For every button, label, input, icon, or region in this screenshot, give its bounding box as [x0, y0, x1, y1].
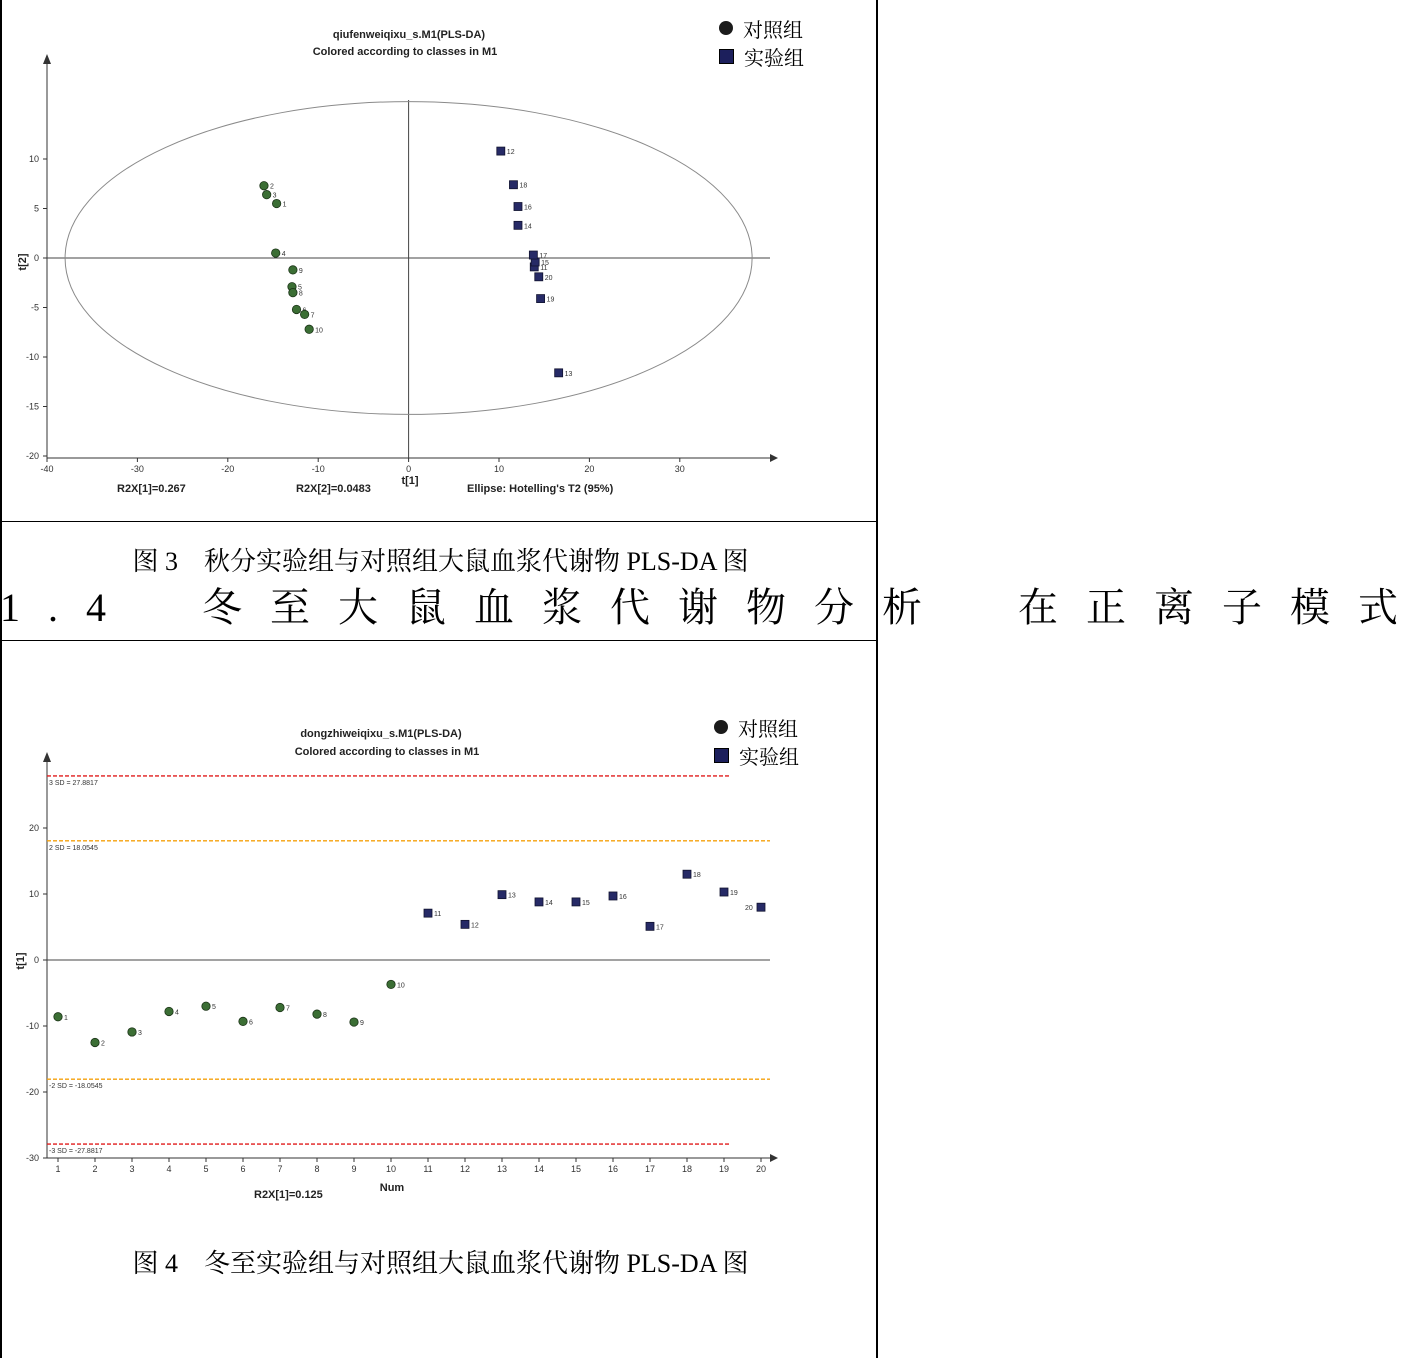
fig4-x-tick-label: 17	[644, 1164, 656, 1174]
fig4-point-label: 3	[138, 1029, 142, 1037]
fig4-x-tick-label: 18	[681, 1164, 693, 1174]
fig4-point-label: 19	[730, 890, 738, 898]
figure3-frame-bottom	[0, 521, 878, 522]
fig3-x-tick-label: -10	[311, 464, 325, 474]
fig4-y-tick-label: 0	[33, 955, 39, 965]
fig4-experiment-point	[572, 898, 580, 906]
circle-marker-icon	[714, 720, 728, 734]
fig4-experiment-point	[461, 920, 469, 928]
fig4-control-point	[387, 980, 395, 988]
fig3-plot-area	[26, 54, 778, 474]
fig4-x-axis-arrow-icon	[770, 1154, 778, 1162]
fig4-point-label: 1	[64, 1014, 68, 1022]
fig4-x-tick-label: 7	[277, 1164, 283, 1174]
fig3-legend-control	[719, 14, 804, 42]
fig3-y-tick-label: -15	[25, 401, 39, 412]
fig4-x-tick-label: 14	[533, 1164, 545, 1174]
fig4-point-label: 11	[434, 911, 442, 919]
fig4-sd-label: -2 SD = -18.0545	[49, 1083, 103, 1091]
fig3-y-tick-label: -20	[25, 451, 39, 461]
fig4-x-tick-label: 15	[570, 1164, 582, 1174]
fig4-point-label: 20	[745, 905, 753, 913]
fig4-x-tick-label: 16	[607, 1164, 619, 1174]
fig3-legend	[719, 14, 804, 70]
fig3-title-group	[313, 29, 498, 58]
fig3-y-tick-label: -5	[30, 302, 39, 313]
fig3-x-tick-label: -30	[130, 464, 144, 474]
fig4-x-tick-label: 11	[423, 1164, 433, 1174]
fig3-point-label: 3	[272, 192, 277, 200]
fig4-point-label: 6	[249, 1019, 253, 1027]
fig4-sd-label: -3 SD = -27.8817	[49, 1148, 103, 1156]
fig4-xlabel: Num	[379, 1182, 405, 1194]
fig4-control-point	[202, 1002, 210, 1010]
fig3-point-label: 5	[297, 284, 302, 292]
fig4-experiment-point	[498, 891, 506, 899]
fig4-x-tick-label: 20	[755, 1164, 767, 1174]
fig3-experiment-point	[509, 181, 517, 189]
fig3-point-label: 11	[540, 264, 548, 272]
fig4-x-tick-label: 13	[496, 1164, 508, 1174]
fig4-experiment-point	[535, 898, 543, 906]
circle-marker-icon	[719, 21, 733, 35]
fig3-control-point	[300, 310, 308, 318]
fig3-chart-subtitle: Colored according to classes in M1	[312, 46, 498, 58]
fig3-experiment-point	[535, 273, 543, 281]
chart-figure3	[0, 0, 881, 520]
fig4-point-label: 5	[212, 1004, 216, 1012]
fig3-ylabel: t[2]	[17, 253, 29, 271]
fig3-point-label: 16	[523, 204, 532, 212]
fig3-y-tick-label: -10	[25, 352, 39, 362]
fig3-control-point	[262, 190, 270, 198]
fig4-chart-subtitle: Colored according to classes in M1	[294, 746, 480, 758]
fig3-point-label: 15	[541, 259, 549, 267]
fig4-point-label: 8	[323, 1012, 327, 1020]
fig3-chart-title: qiufenweiqixu_s.M1(PLS-DA)	[332, 29, 486, 41]
fig3-experiment-point	[514, 203, 522, 211]
fig3-x-tick-label: 20	[584, 464, 595, 474]
fig3-control-point	[305, 325, 313, 333]
fig3-footer-ellipse: Ellipse: Hotelling's T2 (95%)	[467, 483, 614, 495]
fig4-legend-control	[714, 713, 799, 741]
fig4-experiment-point	[720, 888, 728, 896]
fig4-experiment-point	[609, 892, 617, 900]
fig3-footer-r2x1: R2X[1]=0.267	[117, 483, 186, 495]
fig3-footer-r2x2: R2X[2]=0.0483	[296, 483, 371, 495]
fig3-point-label: 12	[506, 149, 515, 157]
fig4-control-point	[128, 1028, 136, 1036]
fig3-point-label: 20	[544, 274, 553, 282]
fig4-point-label: 14	[545, 899, 553, 907]
fig3-control-point	[272, 199, 280, 207]
fig4-point-label: 10	[397, 982, 405, 990]
fig3-x-axis-arrow-icon	[770, 454, 778, 462]
overflow-body-text-line: 1.4 冬至大鼠血浆代谢物分析 在正离子模式	[0, 585, 1426, 630]
fig4-point-label: 17	[656, 924, 664, 932]
fig3-y-tick-label: 0	[33, 253, 39, 263]
fig3-point-label: 4	[281, 251, 286, 259]
fig4-experiment-point	[757, 903, 765, 911]
fig4-point-label: 16	[619, 893, 627, 901]
fig4-legend-experiment	[714, 741, 799, 769]
figure3-caption: 图 3 秋分实验组与对照组大鼠血浆代谢物 PLS-DA 图	[132, 547, 749, 576]
figure4-frame-top	[0, 640, 878, 641]
fig3-point-label: 8	[298, 290, 303, 298]
fig4-control-point	[313, 1010, 321, 1018]
fig4-legend	[714, 713, 799, 769]
fig4-experiment-point	[683, 870, 691, 878]
fig3-x-tick-label: 10	[493, 464, 505, 474]
fig3-x-tick-label: -40	[40, 464, 54, 474]
fig3-legend-experiment-label: 实验组	[744, 45, 804, 70]
fig3-x-tick-label: 0	[406, 464, 412, 474]
square-marker-icon	[719, 49, 734, 64]
fig4-point-label: 12	[471, 922, 479, 930]
fig3-x-tick-label: 30	[674, 464, 685, 474]
fig3-y-tick-label: 5	[33, 203, 39, 214]
fig4-legend-experiment-label: 实验组	[739, 744, 799, 769]
fig4-control-point	[54, 1013, 62, 1021]
fig3-experiment-point	[537, 295, 545, 303]
fig4-x-tick-label: 9	[351, 1164, 357, 1174]
fig4-legend-control-label: 对照组	[738, 716, 798, 741]
fig4-footer-r2x1: R2X[1]=0.125	[254, 1189, 323, 1201]
fig3-control-point	[292, 305, 300, 313]
fig4-x-tick-label: 3	[129, 1164, 135, 1174]
fig4-x-tick-label: 6	[240, 1164, 246, 1174]
fig3-experiment-point	[555, 369, 563, 377]
fig3-experiment-point	[514, 221, 522, 229]
fig3-point-label: 1	[282, 201, 287, 209]
fig4-x-tick-label: 1	[55, 1164, 61, 1174]
fig4-ylabel: t[1]	[15, 952, 27, 970]
fig3-legend-control-label: 对照组	[743, 17, 803, 42]
fig4-y-tick-label: -20	[25, 1087, 39, 1097]
fig4-sd-label: 2 SD = 18.0545	[49, 844, 98, 852]
fig3-experiment-point	[529, 251, 537, 259]
fig4-point-label: 15	[582, 899, 590, 907]
fig4-x-tick-label: 4	[166, 1164, 172, 1174]
fig3-experiment-point	[497, 147, 505, 155]
fig4-point-label: 4	[175, 1009, 179, 1017]
fig4-control-point	[165, 1007, 173, 1015]
fig4-x-tick-label: 10	[385, 1164, 397, 1174]
fig4-experiment-point	[424, 909, 432, 917]
fig4-experiment-point	[646, 922, 654, 930]
fig4-x-tick-label: 8	[314, 1164, 320, 1174]
fig3-control-point	[260, 182, 268, 190]
fig3-xlabel: t[1]	[401, 475, 419, 487]
fig4-point-label: 7	[286, 1005, 290, 1013]
fig4-x-tick-label: 19	[718, 1164, 730, 1174]
fig4-point-label: 13	[508, 892, 516, 900]
fig4-x-tick-label: 12	[459, 1164, 471, 1174]
fig4-y-tick-label: 20	[28, 823, 39, 833]
fig3-y-axis-arrow-icon	[43, 54, 51, 64]
fig3-y-tick-label: 10	[28, 154, 39, 164]
fig4-control-point	[239, 1017, 247, 1025]
fig3-x-tick-label: -20	[221, 464, 235, 474]
fig4-plot-area	[26, 752, 778, 1174]
fig3-legend-experiment	[719, 42, 804, 70]
square-marker-icon	[714, 748, 729, 763]
figure4-caption: 图 4 冬至实验组与对照组大鼠血浆代谢物 PLS-DA 图	[132, 1249, 749, 1278]
fig4-sd-label: 3 SD = 27.8817	[49, 779, 98, 787]
fig4-point-label: 2	[101, 1040, 105, 1048]
fig4-y-tick-label: 10	[28, 889, 39, 899]
fig3-point-label: 13	[564, 370, 573, 378]
fig4-y-axis-arrow-icon	[43, 752, 51, 762]
fig4-y-tick-label: -10	[25, 1021, 39, 1031]
fig3-point-label: 7	[310, 312, 315, 320]
fig3-point-label: 10	[315, 327, 323, 335]
fig4-control-point	[350, 1018, 358, 1026]
fig3-point-label: 19	[546, 296, 555, 304]
fig4-chart-title: dongzhiweiqixu_s.M1(PLS-DA)	[300, 728, 462, 740]
overflow-body-text	[0, 585, 1426, 630]
fig3-control-point	[289, 266, 297, 274]
fig3-point-label: 17	[539, 253, 548, 261]
fig3-point-label: 2	[269, 183, 274, 191]
fig4-x-tick-label: 5	[203, 1164, 209, 1174]
fig3-control-point	[272, 249, 280, 257]
fig4-control-point	[91, 1038, 99, 1046]
fig3-point-label: 9	[298, 267, 303, 275]
fig3-point-label: 14	[523, 223, 532, 231]
fig4-title-group	[295, 728, 480, 758]
fig4-control-point	[276, 1003, 284, 1011]
fig4-x-tick-label: 2	[92, 1164, 98, 1174]
fig4-y-tick-label: -30	[25, 1153, 39, 1163]
fig4-point-label: 9	[360, 1020, 364, 1028]
fig4-point-label: 18	[693, 872, 701, 880]
fig3-point-label: 18	[519, 182, 528, 190]
fig3-control-point	[289, 288, 297, 296]
